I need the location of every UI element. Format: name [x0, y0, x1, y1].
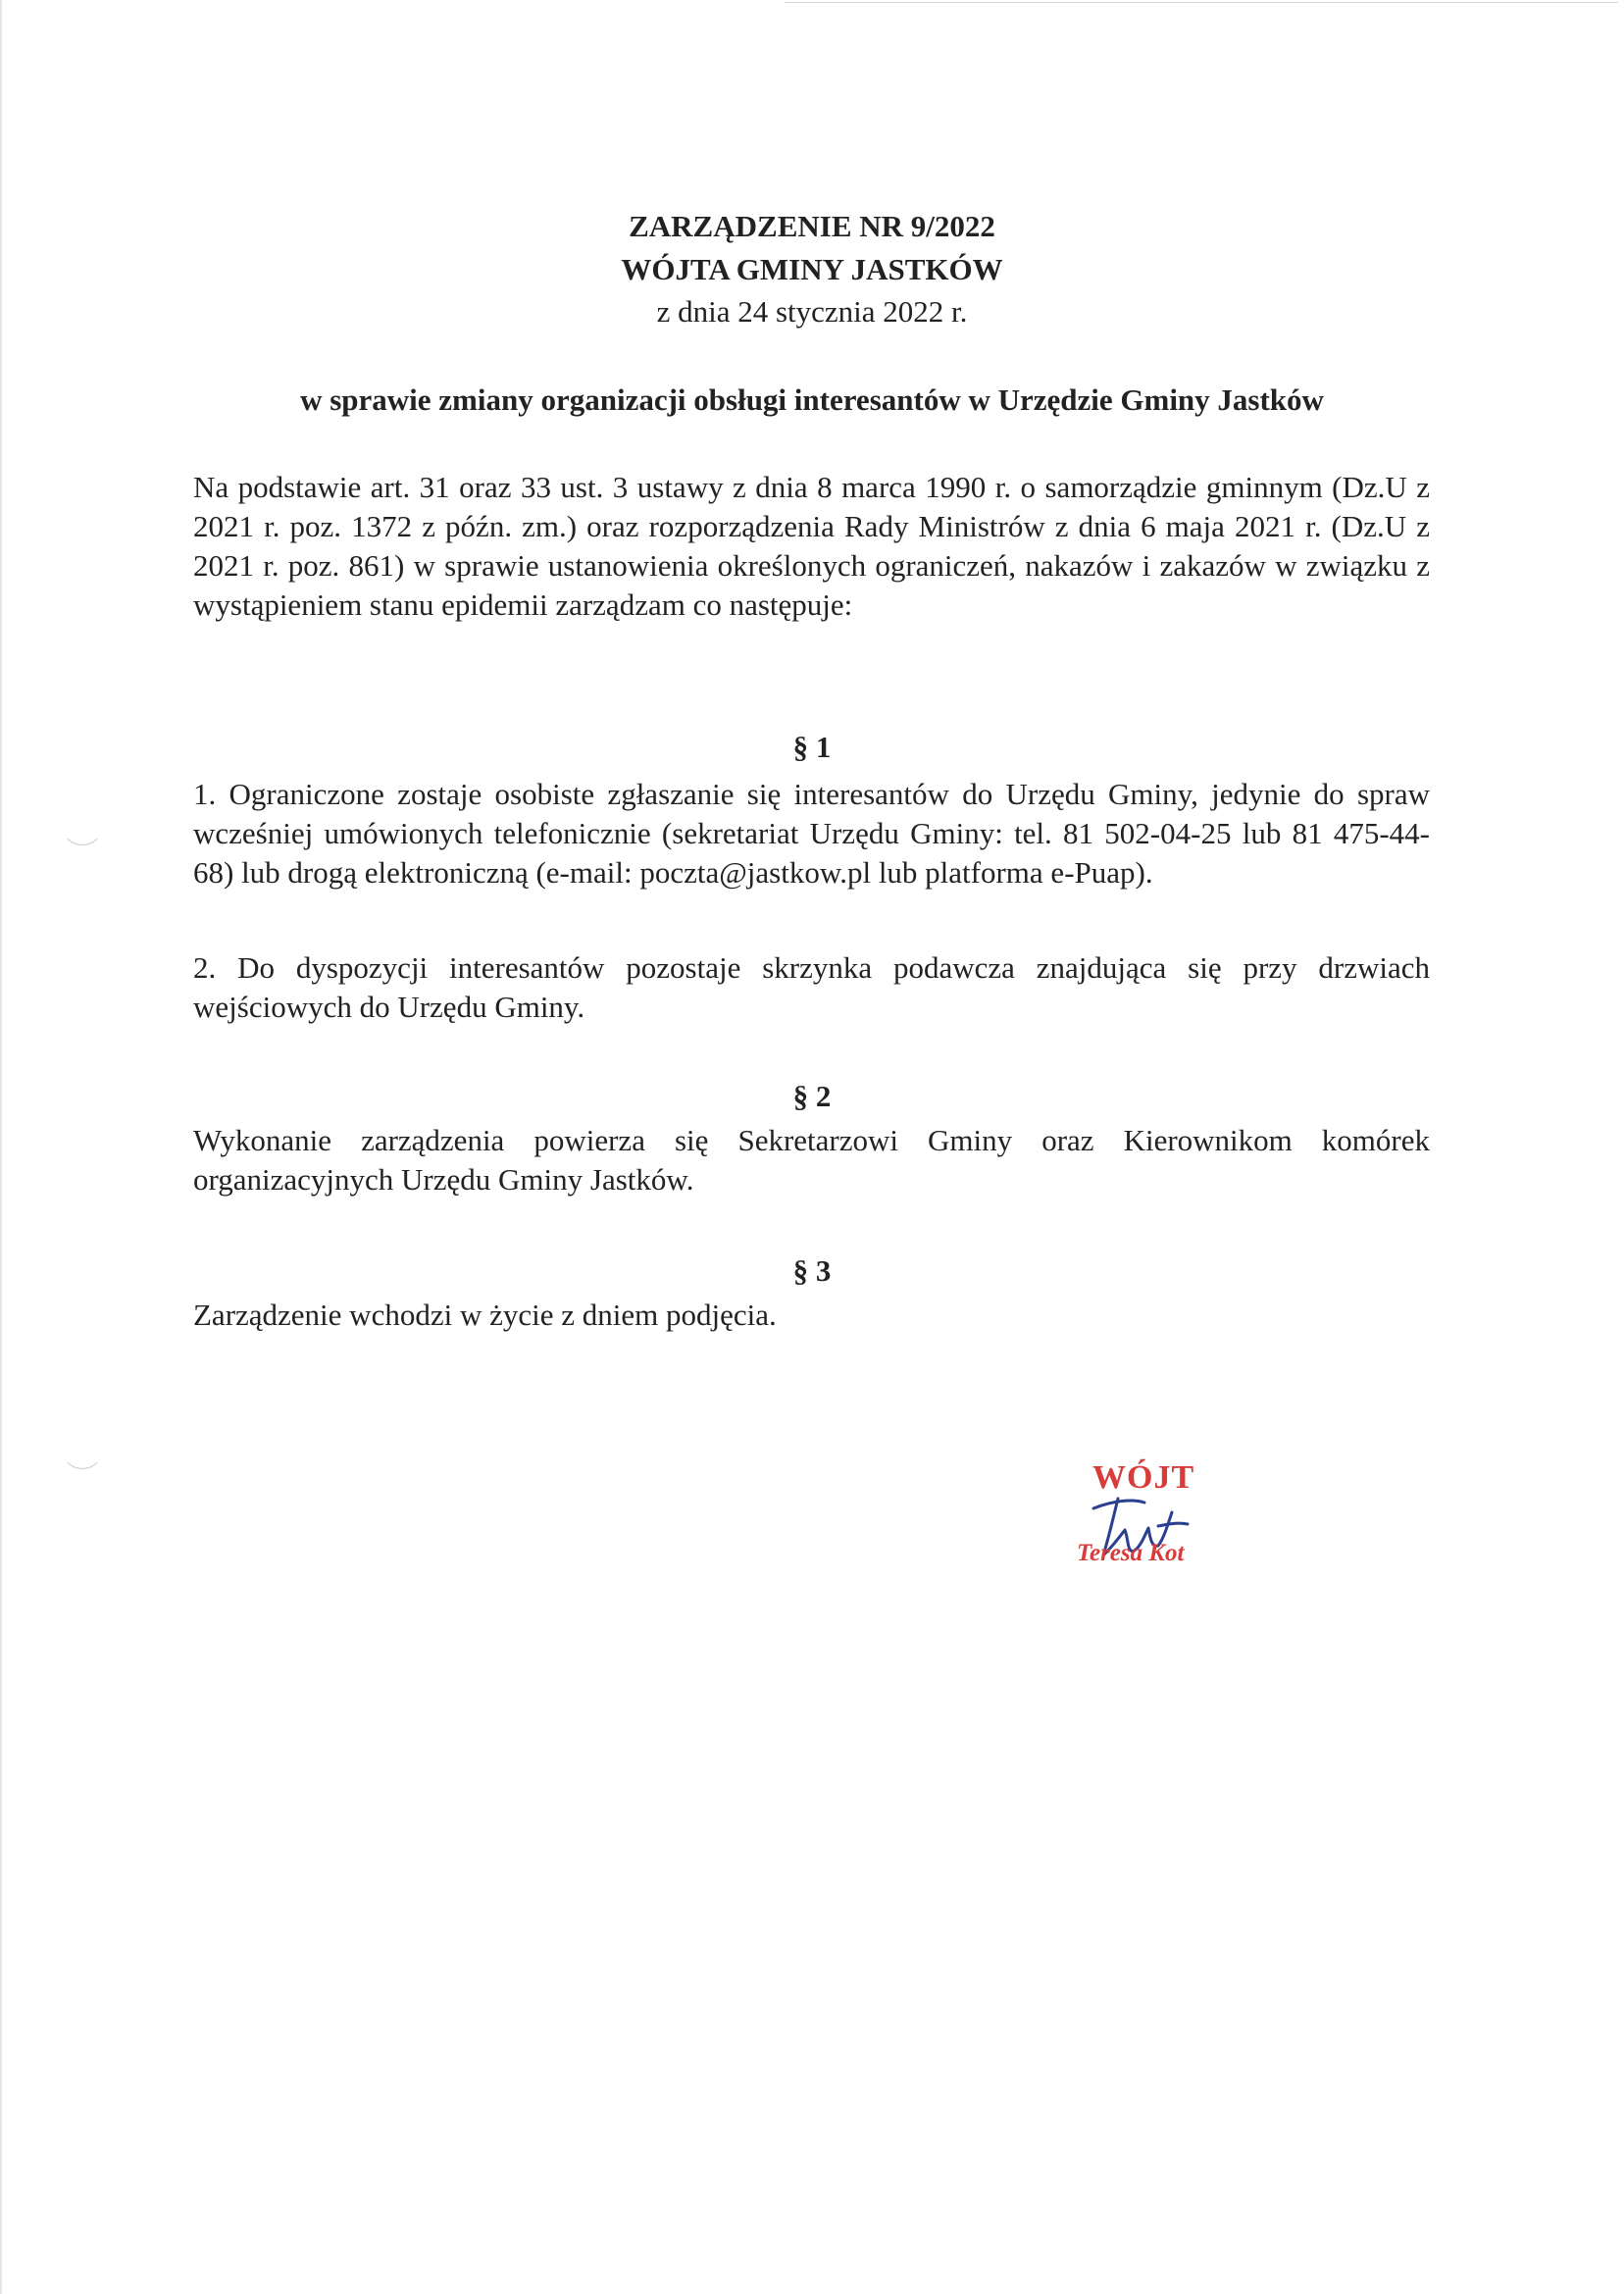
scan-edge-left	[0, 0, 2, 2294]
section-1-paragraph-2: 2. Do dyspozycji interesantów pozostaje skrzynka podawcza znajdująca się przy drzwiach wejściowych do Urzędu Gminy.	[193, 950, 1430, 1024]
document-issuer: WÓJTA GMINY JASTKÓW	[621, 252, 1003, 286]
document-date: z dnia 24 stycznia 2022 r.	[656, 294, 968, 329]
section-3-paragraph: Zarządzenie wchodzi w życie z dniem podjęcia.	[193, 1298, 777, 1332]
section-heading-3: § 3	[792, 1253, 832, 1288]
punch-hole-mark	[61, 1426, 104, 1469]
official-stamp	[1059, 1459, 1236, 1587]
stamp-name: Teresa Kot	[1077, 1540, 1185, 1566]
punch-hole-mark	[61, 802, 104, 845]
section-heading-2: § 2	[792, 1079, 832, 1113]
section-heading-1: § 1	[792, 730, 832, 764]
document-subject: w sprawie zmiany organizacji obsługi interesantów w Urzędzie Gminy Jastków	[300, 382, 1324, 417]
legal-basis-paragraph: Na podstawie art. 31 oraz 33 ust. 3 ustawy z dnia 8 marca 1990 r. o samorządzie gminnym (Dz.U z 2021 r. poz. 1372 z późn. zm.) oraz rozporządzenia Rady Ministrów z dnia 6 maja 2021 r. (Dz.U z 2021 r. poz. 861) w sprawie ustanowienia określonych ograniczeń, nakazów i zakazów w związku z wystąpieniem stanu epidemii zarządzam co następuje:	[193, 470, 1430, 622]
section-2-paragraph: Wykonanie zarządzenia powierza się Sekretarzowi Gminy oraz Kierownikom komórek organizacyjnych Urzędu Gminy Jastków.	[193, 1123, 1430, 1197]
section-1-paragraph-1: 1. Ograniczone zostaje osobiste zgłaszanie się interesantów do Urzędu Gminy, jedynie do spraw wcześniej umówionych telefonicznie (sekretariat Urzędu Gminy: tel. 81 502-04-25 lub 81 475-44-68) lub drogą elektroniczną (e-mail: poczta@jastkow.pl lub platforma e-Puap).	[193, 777, 1430, 890]
scan-edge-top	[785, 2, 1618, 3]
document-title: ZARZĄDZENIE NR 9/2022	[629, 209, 995, 243]
stamp-title: WÓJT	[1092, 1459, 1195, 1496]
